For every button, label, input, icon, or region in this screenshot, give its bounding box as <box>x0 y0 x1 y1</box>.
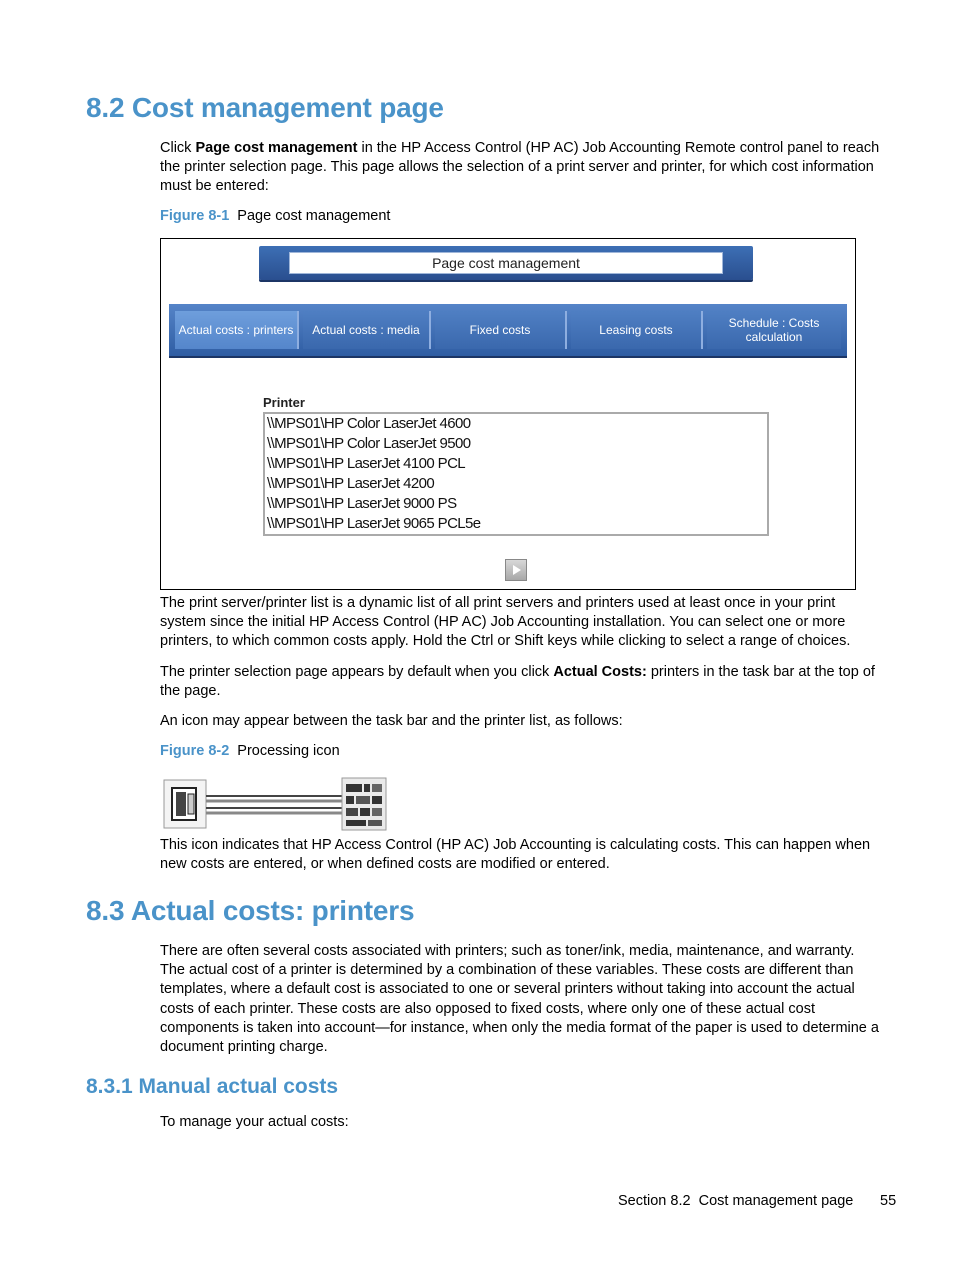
page-title: Page cost management <box>289 252 723 274</box>
tab-schedule-costs-calculation[interactable]: Schedule : Costs calculation <box>707 311 841 349</box>
task-bar <box>169 304 847 356</box>
tab-leasing-costs[interactable]: Leasing costs <box>571 311 703 349</box>
list-item[interactable]: \\MPS01\HP LaserJet 4200 <box>267 475 435 492</box>
tab-actual-costs-printers[interactable]: Actual costs : printers <box>175 311 299 349</box>
paragraph-manage-costs: To manage your actual costs: <box>160 1114 349 1130</box>
subsection-heading-8-3-1: 8.3.1 Manual actual costs <box>86 1075 339 1098</box>
processing-icon <box>162 776 388 832</box>
section-heading-8-2: 8.2 Cost management page <box>86 92 444 123</box>
page-title-bar <box>259 246 753 280</box>
list-item[interactable]: \\MPS01\HP Color LaserJet 9500 <box>267 435 471 452</box>
list-item[interactable]: \\MPS01\HP LaserJet 9000 PS <box>267 495 457 512</box>
paragraph-actual-costs: There are often several costs associated with printers; such as toner/ink, media, maintenance, and warranty. The actual cost of a printer is determined by a combination of these variables. These costs are different than templates, where a default cost is associated to one or several printers without taking into account the actual costs of each printer. These costs are also opposed to fixed costs, where only one of these actual cost components is taken into account—for instance, when only the media format of the paper is used to determine a document printing charge. <box>160 943 879 1056</box>
figure-8-2-caption: Figure 8-2 Processing icon <box>160 743 340 759</box>
section-heading-8-3: 8.3 Actual costs: printers <box>86 895 415 926</box>
paragraph-icon-intro: An icon may appear between the task bar and the printer list, as follows: <box>160 713 623 729</box>
paragraph-default-page: The printer selection page appears by default when you click Actual Costs: printers in the task bar at the top of the page. <box>160 664 875 700</box>
next-arrow-button[interactable] <box>505 559 527 581</box>
list-item[interactable]: \\MPS01\HP Color LaserJet 4600 <box>267 415 471 432</box>
footer-section-label: Section 8.2 Cost management page <box>618 1193 854 1209</box>
tab-actual-costs-media[interactable]: Actual costs : media <box>303 311 431 349</box>
list-item[interactable]: \\MPS01\HP LaserJet 4100 PCL <box>267 455 466 472</box>
bold-page-cost-management: Page cost management <box>195 140 358 156</box>
page-number: 55 <box>880 1193 897 1209</box>
figure-8-1-caption: Figure 8-1 Page cost management <box>160 208 391 224</box>
bold-actual-costs: Actual Costs: <box>553 664 647 680</box>
paragraph-icon-meaning: This icon indicates that HP Access Control (HP AC) Job Accounting is calculating costs. This can happen when new costs are entered, or when defined costs are modified or entered. <box>160 837 871 873</box>
paragraph-intro: Click Page cost management in the HP Access Control (HP AC) Job Accounting Remote control panel to reach the printer selection page. This page allows the selection of a print server and printer, for which cost information must be entered: <box>160 140 880 195</box>
paragraph-printer-list: The print server/printer list is a dynamic list of all print servers and printers used at least once in your print system since the initial HP Access Control (HP AC) Job Accounting installation. You can select one or more printers, to which common costs apply. Hold the Ctrl or Shift keys while clicking to select a range of choices. <box>160 595 851 650</box>
list-item[interactable]: \\MPS01\HP LaserJet 9065 PCL5e <box>267 515 481 532</box>
figure-page-cost-management-screenshot <box>160 238 856 590</box>
printer-list[interactable] <box>263 412 769 536</box>
printer-label: Printer <box>263 395 305 410</box>
tab-fixed-costs[interactable]: Fixed costs <box>435 311 567 349</box>
